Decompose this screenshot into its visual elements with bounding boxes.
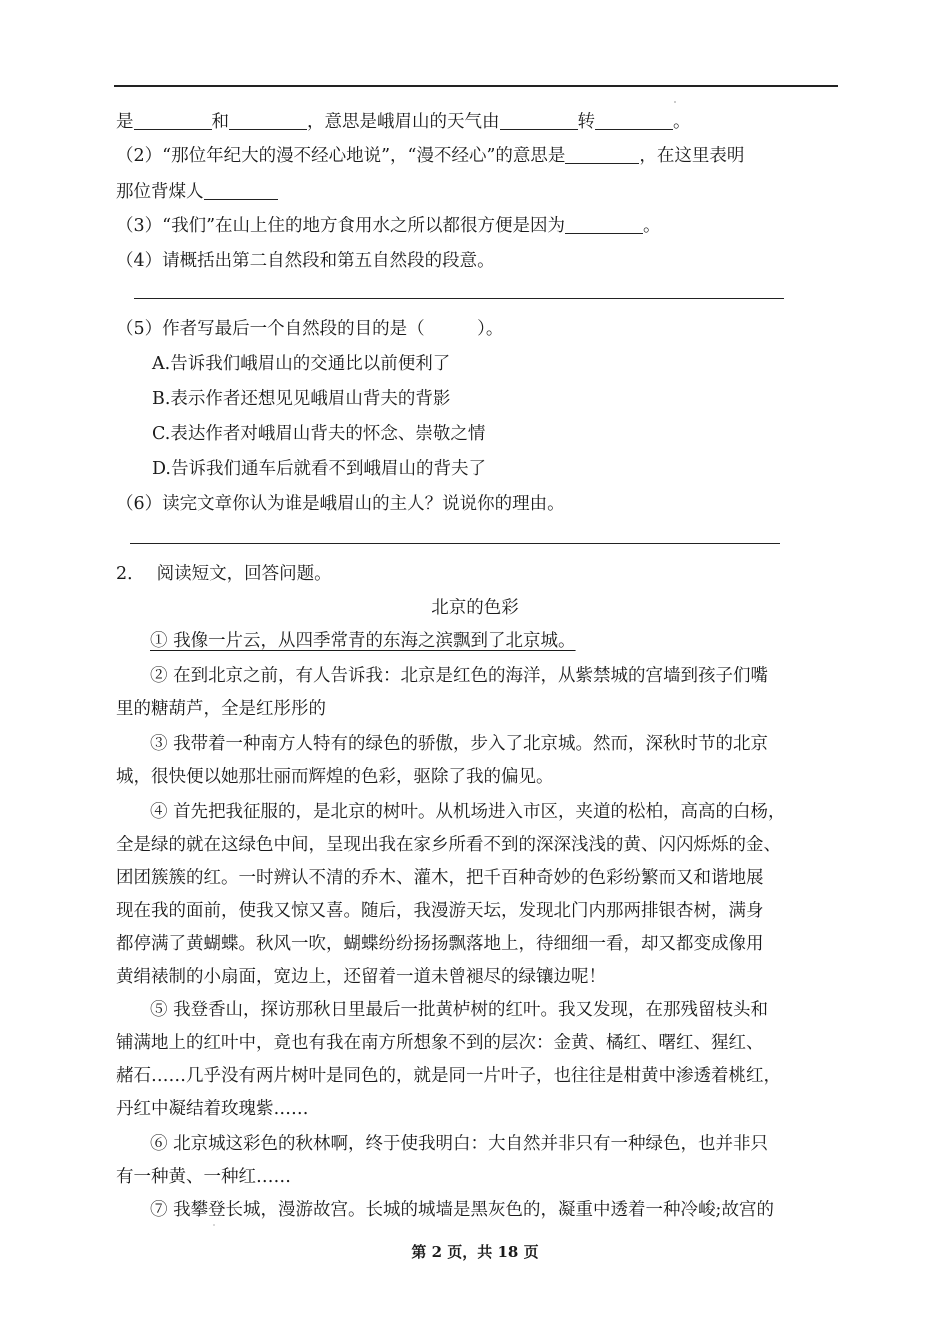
page-number: 第 2 页，共 18 页 xyxy=(411,1243,539,1261)
passage-line: ② 在到北京之前，有人告诉我：北京是红色的海洋，从紫禁城的宫墙到孩子们嘴 xyxy=(150,666,769,686)
option-b[interactable]: B.表示作者还想见见峨眉山背夫的背影 xyxy=(152,389,451,409)
speck xyxy=(674,101,676,103)
underlined-sentence: ① 我像一片云，从四季常青的东海之滨飘到了北京城。 xyxy=(150,631,576,651)
passage-line: 团团簇簇的红。一时辨认不清的乔木、灌木，把千百种奇妙的色彩纷繁而又和谐地展 xyxy=(116,868,764,888)
passage-line: 里的糖葫芦，全是红彤彤的 xyxy=(116,699,326,719)
passage-para-1 xyxy=(150,629,576,653)
fill-blank[interactable] xyxy=(565,214,643,234)
question-text: ，在这里表明 xyxy=(639,146,745,166)
passage-line: 丹红中凝结着玫瑰紫…… xyxy=(116,1099,309,1119)
passage-line: 铺满地上的红叶中，竟也有我在南方所想象不到的层次：金黄、橘红、曙红、猩红、 xyxy=(116,1033,764,1053)
answer-line[interactable] xyxy=(130,543,780,544)
question-instruction: 阅读短文，回答问题。 xyxy=(156,564,332,584)
passage-line: 有一种黄、一种红…… xyxy=(116,1167,291,1187)
passage-line: ③ 我带着一种南方人特有的绿色的骄傲，步入了北京城。然而，深秋时节的北京 xyxy=(150,734,769,754)
question-text: 。 xyxy=(643,216,661,236)
text-segment: 转 xyxy=(577,112,595,132)
passage-line: ⑥ 北京城这彩色的秋林啊，终于使我明白：大自然并非只有一种绿色，也并非只 xyxy=(150,1134,769,1154)
fill-blank[interactable] xyxy=(565,144,639,164)
passage-line: 现在我的面前，使我又惊又喜。随后，我漫游天坛，发现北门内那两排银杏树，满身 xyxy=(116,901,764,921)
q1-5-stem: （5）作者写最后一个自然段的目的是（ ）。 xyxy=(116,319,504,339)
fill-blank[interactable] xyxy=(595,110,673,130)
passage-line: 都停满了黄蝴蝶。秋风一吹，蝴蝶纷纷扬扬飘落地上，待细细一看，却又都变成像用 xyxy=(116,934,764,954)
text-segment: 和 xyxy=(211,112,229,132)
answer-line[interactable] xyxy=(134,298,784,299)
q1-2-line1 xyxy=(116,144,744,168)
speck xyxy=(213,1224,215,1226)
fill-blank[interactable] xyxy=(204,180,278,200)
fill-blank[interactable] xyxy=(229,110,307,130)
q1-line-weather xyxy=(116,110,691,134)
q1-4: （4）请概括出第二自然段和第五自然段的段意。 xyxy=(116,251,495,271)
passage-line: 赭石……几乎没有两片树叶是同色的，就是同一片叶子，也往往是柑黄中渗透着桃红， xyxy=(116,1066,781,1086)
q1-3 xyxy=(116,214,661,238)
question-text: 那位背煤人 xyxy=(116,182,204,202)
option-a[interactable]: A.告诉我们峨眉山的交通比以前便利了 xyxy=(152,354,451,374)
passage-line: ④ 首先把我征服的，是北京的树叶。从机场进入市区，夹道的松柏，高高的白杨， xyxy=(150,802,786,822)
passage-line: 全是绿的就在这绿色中间，呈现出我在家乡所看不到的深深浅浅的黄、闪闪烁烁的金、 xyxy=(116,835,781,855)
q1-2-line2 xyxy=(116,180,278,204)
question-text: （2）“那位年纪大的漫不经心地说”，“漫不经心”的意思是 xyxy=(116,146,566,166)
q1-6: （6）读完文章你认为谁是峨眉山的主人？说说你的理由。 xyxy=(116,494,565,514)
option-d[interactable]: D.告诉我们通车后就看不到峨眉山的背夫了 xyxy=(152,459,486,479)
option-c[interactable]: C.表达作者对峨眉山背夫的怀念、崇敬之情 xyxy=(152,424,486,444)
fill-blank[interactable] xyxy=(134,110,212,130)
passage-line: 城，很快便以她那壮丽而辉煌的色彩，驱除了我的偏见。 xyxy=(116,767,554,787)
text-segment: 。 xyxy=(673,112,691,132)
passage-line: ⑤ 我登香山，探访那秋日里最后一批黄栌树的红叶。我又发现，在那残留枝头和 xyxy=(150,1000,769,1020)
passage-line: 黄绢裱制的小扇面，宽边上，还留着一道未曾褪尽的绿镶边呢！ xyxy=(116,967,606,987)
text-segment: 是 xyxy=(116,112,134,132)
passage-line: ⑦ 我攀登长城，漫游故宫。长城的城墙是黑灰色的，凝重中透着一种冷峻;故宫的 xyxy=(150,1200,774,1220)
q2-header xyxy=(116,562,332,586)
question-number: 2． xyxy=(116,564,145,584)
passage-title: 北京的色彩 xyxy=(431,598,519,618)
text-segment: ，意思是峨眉山的天气由 xyxy=(307,112,500,132)
page-footer xyxy=(0,1241,950,1262)
question-text: （3）“我们”在山上住的地方食用水之所以都很方便是因为 xyxy=(116,216,566,236)
top-divider xyxy=(114,85,838,87)
fill-blank[interactable] xyxy=(500,110,578,130)
